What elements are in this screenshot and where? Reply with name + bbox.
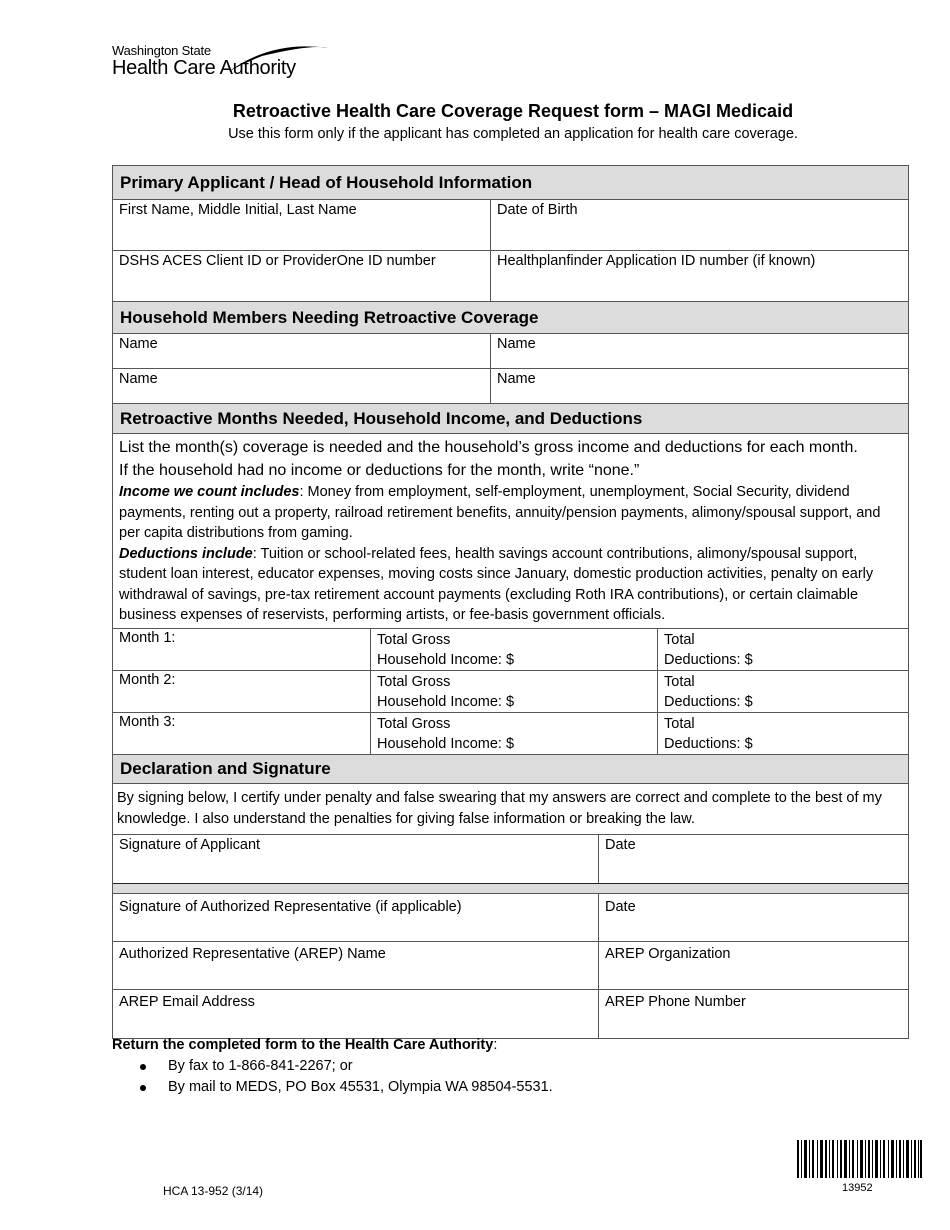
month-2-income-field[interactable] [370,671,657,712]
member-name-field-2[interactable] [490,334,908,368]
income-label-line2: Household Income: $ [377,735,515,752]
primary-row-2 [113,251,908,302]
hpf-id-label: Healthplanfinder Application ID number (if known) [497,253,816,269]
applicant-signature-label: Signature of Applicant [119,836,261,853]
arep-name-label: Authorized Representative (AREP) Name [119,945,386,962]
logo-line2: Health Care Authority [112,57,296,79]
income-text: : Money from employment, self-employment, unemployment, Social Security, dividend payments, renting out a property, railroad retirement benefits, annuity/pension payments, alimony/spousal support, and per capita distributions from gaming. [119,484,881,541]
months-intro-1: List the month(s) coverage is needed and the household’s gross income and deductions for each month. [119,439,858,456]
logo-line1: Washington State [112,43,211,58]
members-row-2 [113,369,908,404]
date-label: Date [605,898,636,915]
section-separator [113,883,908,894]
month-label: Month 2: [119,671,176,688]
month-row-2 [113,671,908,713]
months-intro-2: If the household had no income or deductions for the month, write “none.” [119,462,640,479]
members-row-1 [113,334,908,369]
arep-email-label: AREP Email Address [119,993,255,1010]
month-label: Month 1: [119,629,176,646]
deductions-label-line1: Total [664,673,695,690]
arep-row-contact [113,990,908,1038]
member-name-field-3[interactable] [113,369,490,403]
primary-row-1 [113,200,908,251]
member-name-label: Name [497,336,536,352]
arep-signature-field[interactable] [113,894,598,941]
arep-date-field[interactable] [598,894,908,941]
income-label-line2: Household Income: $ [377,693,515,710]
section-heading-months: Retroactive Months Needed, Household Income, and Deductions [113,404,908,434]
page-subtitle: Use this form only if the applicant has completed an application for health care coverage. [228,126,798,142]
member-name-field-4[interactable] [490,369,908,403]
name-field[interactable] [113,200,490,250]
deductions-text: : Tuition or school-related fees, health savings account contributions, alimony/spousal support, student loan interest, educator expenses, moving costs since January, domestic production activities, penalty on early withdrawal of savings, pre-tax retirement account payments (excluding Roth IRA contributions), or certain claimable business expenses of reservists, performing artists, or fee-basis government officials. [119,545,874,623]
return-method-mail: By mail to MEDS, PO Box 45531, Olympia WA 98504-5531. [112,1077,553,1098]
client-id-field[interactable] [113,251,490,301]
income-label-line2: Household Income: $ [377,651,515,668]
month-3-field[interactable] [113,713,370,754]
name-field-label: First Name, Middle Initial, Last Name [119,202,357,218]
income-label-line1: Total Gross [377,715,451,732]
month-2-field[interactable] [113,671,370,712]
deductions-label-line2: Deductions: $ [664,735,753,752]
month-row-3 [113,713,908,755]
deductions-paragraph [119,544,902,626]
section-heading-primary: Primary Applicant / Head of Household Information [113,166,908,200]
arep-org-label: AREP Organization [605,945,731,962]
date-label: Date [605,836,636,853]
section-heading-members: Household Members Needing Retroactive Coverage [113,302,908,334]
return-instructions [112,1037,553,1098]
month-1-income-field[interactable] [370,629,657,670]
income-paragraph [119,482,902,544]
arep-email-field[interactable] [113,990,598,1038]
dob-field-label: Date of Birth [497,202,578,218]
month-3-income-field[interactable] [370,713,657,754]
hca-logo [112,42,332,84]
signature-row-applicant [113,835,908,883]
member-name-label: Name [119,371,158,387]
arep-name-field[interactable] [113,942,598,989]
income-label-line1: Total Gross [377,631,451,648]
arep-signature-label: Signature of Authorized Representative (if applicable) [119,898,462,915]
deductions-label-line2: Deductions: $ [664,651,753,668]
logo-swoosh-icon [222,42,332,82]
applicant-date-field[interactable] [598,835,908,883]
client-id-label: DSHS ACES Client ID or ProviderOne ID number [119,253,436,269]
month-row-1 [113,629,908,671]
month-1-field[interactable] [113,629,370,670]
income-label: Income we count includes [119,484,300,500]
return-method-fax: By fax to 1-866-841-2267; or [112,1056,553,1077]
deductions-label-line1: Total [664,631,695,648]
member-name-label: Name [119,336,158,352]
month-1-deductions-field[interactable] [657,629,908,670]
dob-field[interactable] [490,200,908,250]
arep-row-name [113,942,908,990]
declaration-text: By signing below, I certify under penalty and false swearing that my answers are correct and complete to the best of my knowledge. I also understand the penalties for giving false information or breaking the law. [113,784,908,835]
month-label: Month 3: [119,713,176,730]
month-2-deductions-field[interactable] [657,671,908,712]
request-form [112,165,909,1039]
signature-row-arep [113,894,908,942]
barcode-number: 13952 [842,1182,873,1194]
deductions-label-line2: Deductions: $ [664,693,753,710]
month-3-deductions-field[interactable] [657,713,908,754]
member-name-label: Name [497,371,536,387]
deductions-label-line1: Total [664,715,695,732]
member-name-field-1[interactable] [113,334,490,368]
months-instructions [113,434,908,629]
return-methods-list [112,1056,553,1098]
arep-org-field[interactable] [598,942,908,989]
deductions-label: Deductions include [119,545,253,562]
return-colon: : [493,1037,498,1053]
arep-phone-field[interactable] [598,990,908,1038]
form-number: HCA 13-952 (3/14) [163,1184,264,1198]
barcode-icon [797,1140,922,1178]
hpf-id-field[interactable] [490,251,908,301]
applicant-signature-field[interactable] [113,835,598,883]
return-heading: Return the completed form to the Health Care Authority [112,1037,494,1053]
page-title: Retroactive Health Care Coverage Request form – MAGI Medicaid [232,101,794,121]
arep-phone-label: AREP Phone Number [605,993,746,1010]
income-label-line1: Total Gross [377,673,451,690]
section-heading-declaration: Declaration and Signature [113,755,908,784]
